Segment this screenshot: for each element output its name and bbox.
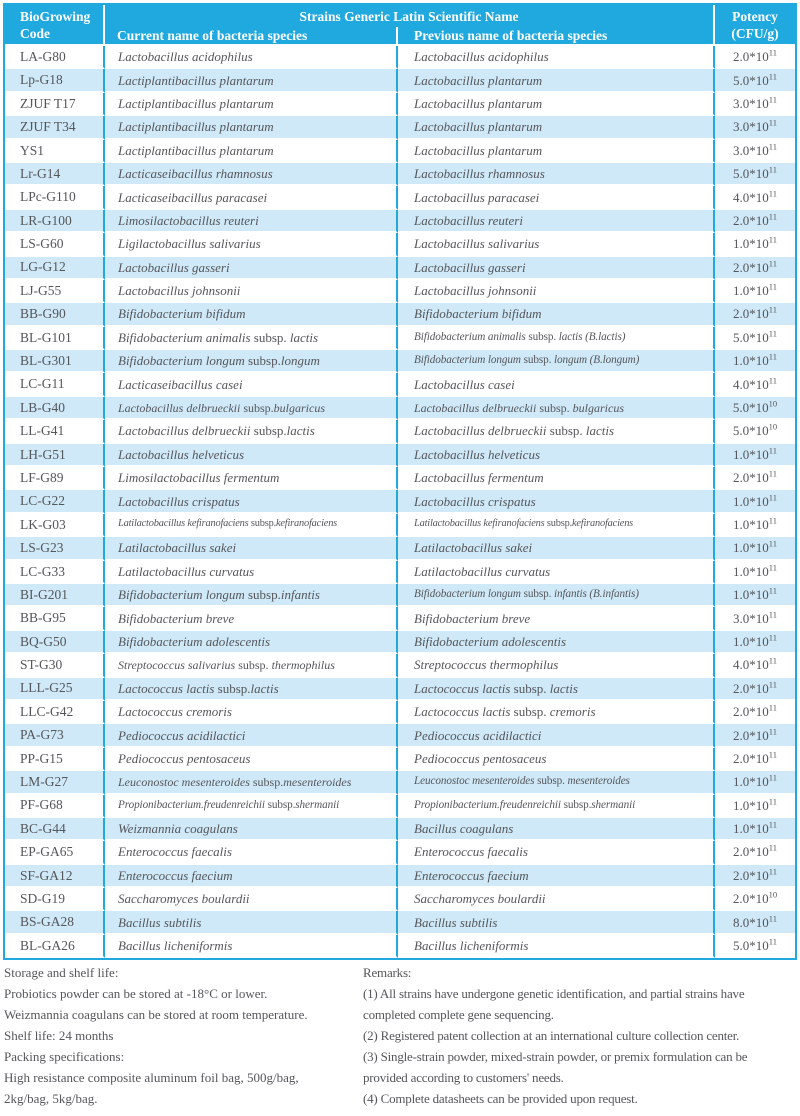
potency-cell: $2.0*10^{11}$	[715, 303, 795, 326]
potency-cell: $4.0*10^{11}$	[715, 654, 795, 677]
previous-name-cell: Lactobacillus salivarius	[398, 233, 715, 256]
footer-line: Weizmannia coagulans can be stored at room temperature.	[4, 1007, 308, 1022]
previous-name-cell: Bifidobacterium longum subsp. longum (B.longum)	[398, 350, 715, 373]
current-name-cell: Bacillus licheniformis	[105, 935, 398, 958]
previous-name-cell: Pediococcus acidilactici	[398, 724, 715, 747]
strains-table	[3, 3, 797, 960]
subsp-label: subsp.	[217, 680, 251, 696]
table-row	[5, 350, 795, 373]
current-name-cell: Bifidobacterium longum subsp.infantis	[105, 584, 398, 607]
code-cell: LC-G33	[5, 561, 105, 584]
current-name-cell: Bifidobacterium animalis subsp. lactis	[105, 327, 398, 350]
subsp-label: subsp.	[513, 704, 547, 720]
footer-line: (1) All strains have undergone genetic identification, and partial strains have	[363, 986, 745, 1001]
subsp-label: subsp.	[523, 354, 552, 367]
potency-cell: $5.0*10^{10}$	[715, 420, 795, 443]
current-name-cell: Latilactobacillus curvatus	[105, 561, 398, 584]
code-cell: LLL-G25	[5, 678, 105, 701]
footer-line: 2kg/bag, 5kg/bag.	[4, 1091, 98, 1106]
code-cell: LM-G27	[5, 771, 105, 794]
potency-cell: $3.0*10^{11}$	[715, 607, 795, 630]
footer-line: Probiotics powder can be stored at -18°C or lower.	[4, 986, 268, 1001]
previous-name-cell: Enterococcus faecium	[398, 865, 715, 888]
table-row	[5, 748, 795, 771]
previous-name-cell: Lactobacillus rhamnosus	[398, 163, 715, 186]
code-cell: LB-G40	[5, 397, 105, 420]
table-row	[5, 888, 795, 911]
current-name-cell: Lactobacillus gasseri	[105, 257, 398, 280]
header-potency-line2: (CFU/g)	[731, 25, 779, 41]
code-cell: LJ-G55	[5, 280, 105, 303]
code-cell: PA-G73	[5, 724, 105, 747]
previous-name-cell: Latilactobacillus curvatus	[398, 561, 715, 584]
code-cell: BL-G301	[5, 350, 105, 373]
code-cell: YS1	[5, 140, 105, 163]
current-name-cell: Lactobacillus delbrueckii subsp.bulgaricus	[105, 397, 398, 420]
current-name-cell: Lacticaseibacillus rhamnosus	[105, 163, 398, 186]
code-cell: LS-G60	[5, 233, 105, 256]
previous-name-cell: Leuconostoc mesenteroides subsp. mesenteroides	[398, 771, 715, 794]
table-row	[5, 280, 795, 303]
previous-name-cell: Lactobacillus plantarum	[398, 93, 715, 116]
current-name-cell: Pediococcus acidilactici	[105, 724, 398, 747]
table-row	[5, 420, 795, 443]
potency-cell: $5.0*10^{11}$	[715, 327, 795, 350]
previous-name-cell: Propionibacterium.freudenreichii subsp.shermanii	[398, 795, 715, 818]
current-name-cell: Lacticaseibacillus casei	[105, 373, 398, 396]
subsp-label: subsp.	[563, 798, 592, 811]
code-cell: ST-G30	[5, 654, 105, 677]
footer-line: Shelf life: 24 months	[4, 1028, 114, 1043]
current-name-cell: Propionibacterium.freudenreichii subsp.shermanii	[105, 795, 398, 818]
previous-name-cell: Lactobacillus acidophilus	[398, 46, 715, 69]
subsp-label: subsp.	[238, 657, 269, 672]
subsp-label: subsp.	[252, 774, 284, 789]
current-name-cell: Enterococcus faecalis	[105, 841, 398, 864]
code-cell: BL-GA26	[5, 935, 105, 958]
table-row	[5, 935, 795, 958]
previous-name-cell: Bifidobacterium animalis subsp. lactis (B.lactis)	[398, 327, 715, 350]
current-name-cell: Lactobacillus johnsonii	[105, 280, 398, 303]
table-row	[5, 561, 795, 584]
table-row	[5, 678, 795, 701]
potency-cell: $1.0*10^{11}$	[715, 537, 795, 560]
footer-line: Storage and shelf life:	[4, 965, 119, 980]
current-name-cell: Lactobacillus crispatus	[105, 490, 398, 513]
header-code-line1: BioGrowing	[20, 8, 91, 24]
code-cell: BC-G44	[5, 818, 105, 841]
subsp-label: subsp.	[513, 680, 547, 696]
code-cell: ZJUF T17	[5, 93, 105, 116]
previous-name-cell: Latilactobacillus kefiranofaciens subsp.kefiranofaciens	[398, 514, 715, 537]
code-cell: BQ-G50	[5, 631, 105, 654]
previous-name-cell: Lactobacillus delbrueckii subsp. bulgaricus	[398, 397, 715, 420]
code-cell: BS-GA28	[5, 911, 105, 934]
footer-line: High resistance composite aluminum foil bag, 500g/bag,	[4, 1070, 299, 1085]
potency-cell: $2.0*10^{11}$	[715, 701, 795, 724]
previous-name-cell: Lactobacillus delbrueckii subsp. lactis	[398, 420, 715, 443]
code-cell: LS-G23	[5, 537, 105, 560]
code-cell: SD-G19	[5, 888, 105, 911]
potency-cell: $2.0*10^{11}$	[715, 46, 795, 69]
potency-cell: $1.0*10^{11}$	[715, 233, 795, 256]
code-cell: LC-G11	[5, 373, 105, 396]
table-row	[5, 701, 795, 724]
footer-line: completed complete gene sequencing.	[363, 1007, 554, 1022]
subsp-label: subsp.	[549, 423, 583, 439]
current-name-cell: Bifidobacterium bifidum	[105, 303, 398, 326]
subsp-label: subsp.	[253, 329, 287, 345]
table-row	[5, 373, 795, 396]
header-potency	[715, 5, 795, 46]
potency-cell: $2.0*10^{11}$	[715, 467, 795, 490]
current-name-cell: Lactiplantibacillus plantarum	[105, 140, 398, 163]
current-name-cell: Bifidobacterium breve	[105, 607, 398, 630]
previous-name-cell: Lactobacillus plantarum	[398, 69, 715, 92]
potency-cell: $5.0*10^{10}$	[715, 397, 795, 420]
potency-cell: $3.0*10^{11}$	[715, 140, 795, 163]
code-cell: LH-G51	[5, 444, 105, 467]
potency-cell: $1.0*10^{11}$	[715, 350, 795, 373]
table-row	[5, 607, 795, 630]
table-row	[5, 327, 795, 350]
current-name-cell: Lactobacillus helveticus	[105, 444, 398, 467]
previous-name-cell: Lactobacillus helveticus	[398, 444, 715, 467]
previous-name-cell: Bifidobacterium bifidum	[398, 303, 715, 326]
code-cell: BI-G201	[5, 584, 105, 607]
potency-cell: $2.0*10^{11}$	[715, 257, 795, 280]
footer-line: (3) Single-strain powder, mixed-strain powder, or premix formulation can be	[363, 1049, 748, 1064]
footer-line: (2) Registered patent collection at an international culture collection center.	[363, 1028, 740, 1043]
code-cell: Lr-G14	[5, 163, 105, 186]
potency-cell: $1.0*10^{11}$	[715, 444, 795, 467]
potency-cell: $1.0*10^{11}$	[715, 818, 795, 841]
header-biogrowing-code	[5, 5, 105, 46]
current-name-cell: Leuconostoc mesenteroides subsp.mesenteroides	[105, 771, 398, 794]
table-row	[5, 93, 795, 116]
footer-line: (4) Complete datasheets can be provided upon request.	[363, 1091, 638, 1106]
previous-name-cell: Bacillus licheniformis	[398, 935, 715, 958]
table-row	[5, 397, 795, 420]
current-name-cell: Bacillus subtilis	[105, 911, 398, 934]
potency-cell: $1.0*10^{11}$	[715, 584, 795, 607]
potency-cell: $5.0*10^{11}$	[715, 69, 795, 92]
table-row	[5, 514, 795, 537]
potency-cell: $4.0*10^{11}$	[715, 373, 795, 396]
table-row	[5, 210, 795, 233]
code-cell: BB-G95	[5, 607, 105, 630]
subsp-label: subsp.	[539, 400, 570, 415]
table-row	[5, 444, 795, 467]
previous-name-cell: Lactobacillus paracasei	[398, 186, 715, 209]
table-row	[5, 69, 795, 92]
current-name-cell: Lactococcus cremoris	[105, 701, 398, 724]
footer-line: provided according to customers' needs.	[363, 1070, 564, 1085]
potency-cell: $2.0*10^{11}$	[715, 210, 795, 233]
footer-line: Remarks:	[363, 965, 412, 980]
table-row	[5, 186, 795, 209]
potency-cell: $1.0*10^{11}$	[715, 514, 795, 537]
potency-cell: $5.0*10^{11}$	[715, 935, 795, 958]
potency-cell: $8.0*10^{11}$	[715, 911, 795, 934]
table-row	[5, 771, 795, 794]
previous-name-cell: Lactococcus lactis subsp. cremoris	[398, 701, 715, 724]
previous-name-cell: Lactococcus lactis subsp. lactis	[398, 678, 715, 701]
previous-name-cell: Bifidobacterium breve	[398, 607, 715, 630]
table-row	[5, 467, 795, 490]
subsp-label: subsp.	[248, 587, 281, 603]
table-row	[5, 257, 795, 280]
current-name-cell: Lactobacillus acidophilus	[105, 46, 398, 69]
potency-cell: $1.0*10^{11}$	[715, 561, 795, 584]
code-cell: LL-G41	[5, 420, 105, 443]
table-row	[5, 537, 795, 560]
previous-name-cell: Lactobacillus crispatus	[398, 490, 715, 513]
code-cell: LF-G89	[5, 467, 105, 490]
potency-cell: $3.0*10^{11}$	[715, 93, 795, 116]
potency-cell: $2.0*10^{11}$	[715, 748, 795, 771]
table-row	[5, 233, 795, 256]
code-cell: ZJUF T34	[5, 116, 105, 139]
subsp-label: subsp.	[523, 588, 552, 601]
previous-name-cell: Lactobacillus plantarum	[398, 140, 715, 163]
header-code-line2: Code	[20, 25, 50, 41]
subsp-label: subsp.	[250, 518, 276, 530]
code-cell: LPc-G110	[5, 186, 105, 209]
previous-name-cell: Lactobacillus plantarum	[398, 116, 715, 139]
table-row	[5, 911, 795, 934]
code-cell: BB-G90	[5, 303, 105, 326]
current-name-cell: Weizmannia coagulans	[105, 818, 398, 841]
current-name-cell: Pediococcus pentosaceus	[105, 748, 398, 771]
table-row	[5, 116, 795, 139]
potency-cell: $2.0*10^{11}$	[715, 678, 795, 701]
subsp-label: subsp.	[243, 400, 274, 415]
current-name-cell: Lactiplantibacillus plantarum	[105, 93, 398, 116]
header-current-name: Current name of bacteria species	[105, 27, 398, 46]
previous-name-cell: Bifidobacterium adolescentis	[398, 631, 715, 654]
current-name-cell: Saccharomyces boulardii	[105, 888, 398, 911]
code-cell: Lp-G18	[5, 69, 105, 92]
table-row	[5, 841, 795, 864]
code-cell: LLC-G42	[5, 701, 105, 724]
current-name-cell: Lactococcus lactis subsp.lactis	[105, 678, 398, 701]
storage-and-packing-notes	[4, 962, 356, 1109]
previous-name-cell: Lactobacillus johnsonii	[398, 280, 715, 303]
potency-cell: $3.0*10^{11}$	[715, 116, 795, 139]
table-row	[5, 490, 795, 513]
potency-cell: $1.0*10^{11}$	[715, 795, 795, 818]
table-row	[5, 795, 795, 818]
table-row	[5, 584, 795, 607]
code-cell: PF-G68	[5, 795, 105, 818]
subsp-label: subsp.	[537, 775, 565, 788]
code-cell: EP-GA65	[5, 841, 105, 864]
previous-name-cell: Pediococcus pentosaceus	[398, 748, 715, 771]
code-cell: LG-G12	[5, 257, 105, 280]
current-name-cell: Limosilactobacillus fermentum	[105, 467, 398, 490]
subsp-label: subsp.	[248, 353, 281, 369]
header-potency-line1: Potency	[732, 8, 778, 24]
current-name-cell: Latilactobacillus sakei	[105, 537, 398, 560]
previous-name-cell: Lactobacillus casei	[398, 373, 715, 396]
table-row	[5, 631, 795, 654]
current-name-cell: Lactiplantibacillus plantarum	[105, 69, 398, 92]
current-name-cell: Bifidobacterium adolescentis	[105, 631, 398, 654]
code-cell: LK-G03	[5, 514, 105, 537]
current-name-cell: Bifidobacterium longum subsp.longum	[105, 350, 398, 373]
previous-name-cell: Bacillus coagulans	[398, 818, 715, 841]
table-row	[5, 818, 795, 841]
subsp-label: subsp.	[253, 423, 287, 439]
potency-cell: $1.0*10^{11}$	[715, 631, 795, 654]
previous-name-cell: Enterococcus faecalis	[398, 841, 715, 864]
potency-cell: $2.0*10^{11}$	[715, 865, 795, 888]
potency-cell: $5.0*10^{11}$	[715, 163, 795, 186]
current-name-cell: Lacticaseibacillus paracasei	[105, 186, 398, 209]
potency-cell: $4.0*10^{11}$	[715, 186, 795, 209]
code-cell: LC-G22	[5, 490, 105, 513]
code-cell: SF-GA12	[5, 865, 105, 888]
table-row	[5, 654, 795, 677]
table-row	[5, 46, 795, 69]
header-previous-name: Previous name of bacteria species	[398, 27, 715, 46]
potency-cell: $1.0*10^{11}$	[715, 490, 795, 513]
footer-line: Packing specifications:	[4, 1049, 125, 1064]
previous-name-cell: Lactobacillus gasseri	[398, 257, 715, 280]
previous-name-cell: Saccharomyces boulardii	[398, 888, 715, 911]
code-cell: PP-G15	[5, 748, 105, 771]
potency-cell: $1.0*10^{11}$	[715, 280, 795, 303]
previous-name-cell: Streptococcus thermophilus	[398, 654, 715, 677]
table-row	[5, 724, 795, 747]
code-cell: BL-G101	[5, 327, 105, 350]
table-row	[5, 140, 795, 163]
current-name-cell: Limosilactobacillus reuteri	[105, 210, 398, 233]
current-name-cell: Lactiplantibacillus plantarum	[105, 116, 398, 139]
previous-name-cell: Latilactobacillus sakei	[398, 537, 715, 560]
previous-name-cell: Lactobacillus fermentum	[398, 467, 715, 490]
table-row	[5, 163, 795, 186]
current-name-cell: Ligilactobacillus salivarius	[105, 233, 398, 256]
previous-name-cell: Lactobacillus reuteri	[398, 210, 715, 233]
current-name-cell: Lactobacillus delbrueckii subsp.lactis	[105, 420, 398, 443]
current-name-cell: Latilactobacillus kefiranofaciens subsp.kefiranofaciens	[105, 514, 398, 537]
code-cell: LR-G100	[5, 210, 105, 233]
table-header	[5, 5, 795, 46]
code-cell: LA-G80	[5, 46, 105, 69]
table-row	[5, 303, 795, 326]
previous-name-cell: Bifidobacterium longum subsp. infantis (B.infantis)	[398, 584, 715, 607]
previous-name-cell: Bacillus subtilis	[398, 911, 715, 934]
subsp-label: subsp.	[528, 330, 557, 343]
potency-cell: $2.0*10^{10}$	[715, 888, 795, 911]
table-row	[5, 865, 795, 888]
subsp-label: subsp.	[546, 518, 572, 530]
current-name-cell: Enterococcus faecium	[105, 865, 398, 888]
subsp-label: subsp.	[267, 798, 296, 811]
current-name-cell: Streptococcus salivarius subsp. thermophilus	[105, 654, 398, 677]
remarks-notes	[363, 962, 797, 1109]
potency-cell: $1.0*10^{11}$	[715, 771, 795, 794]
potency-cell: $2.0*10^{11}$	[715, 724, 795, 747]
table-body	[5, 46, 795, 958]
header-strains-group: Strains Generic Latin Scientific Name	[105, 5, 715, 27]
potency-cell: $2.0*10^{11}$	[715, 841, 795, 864]
